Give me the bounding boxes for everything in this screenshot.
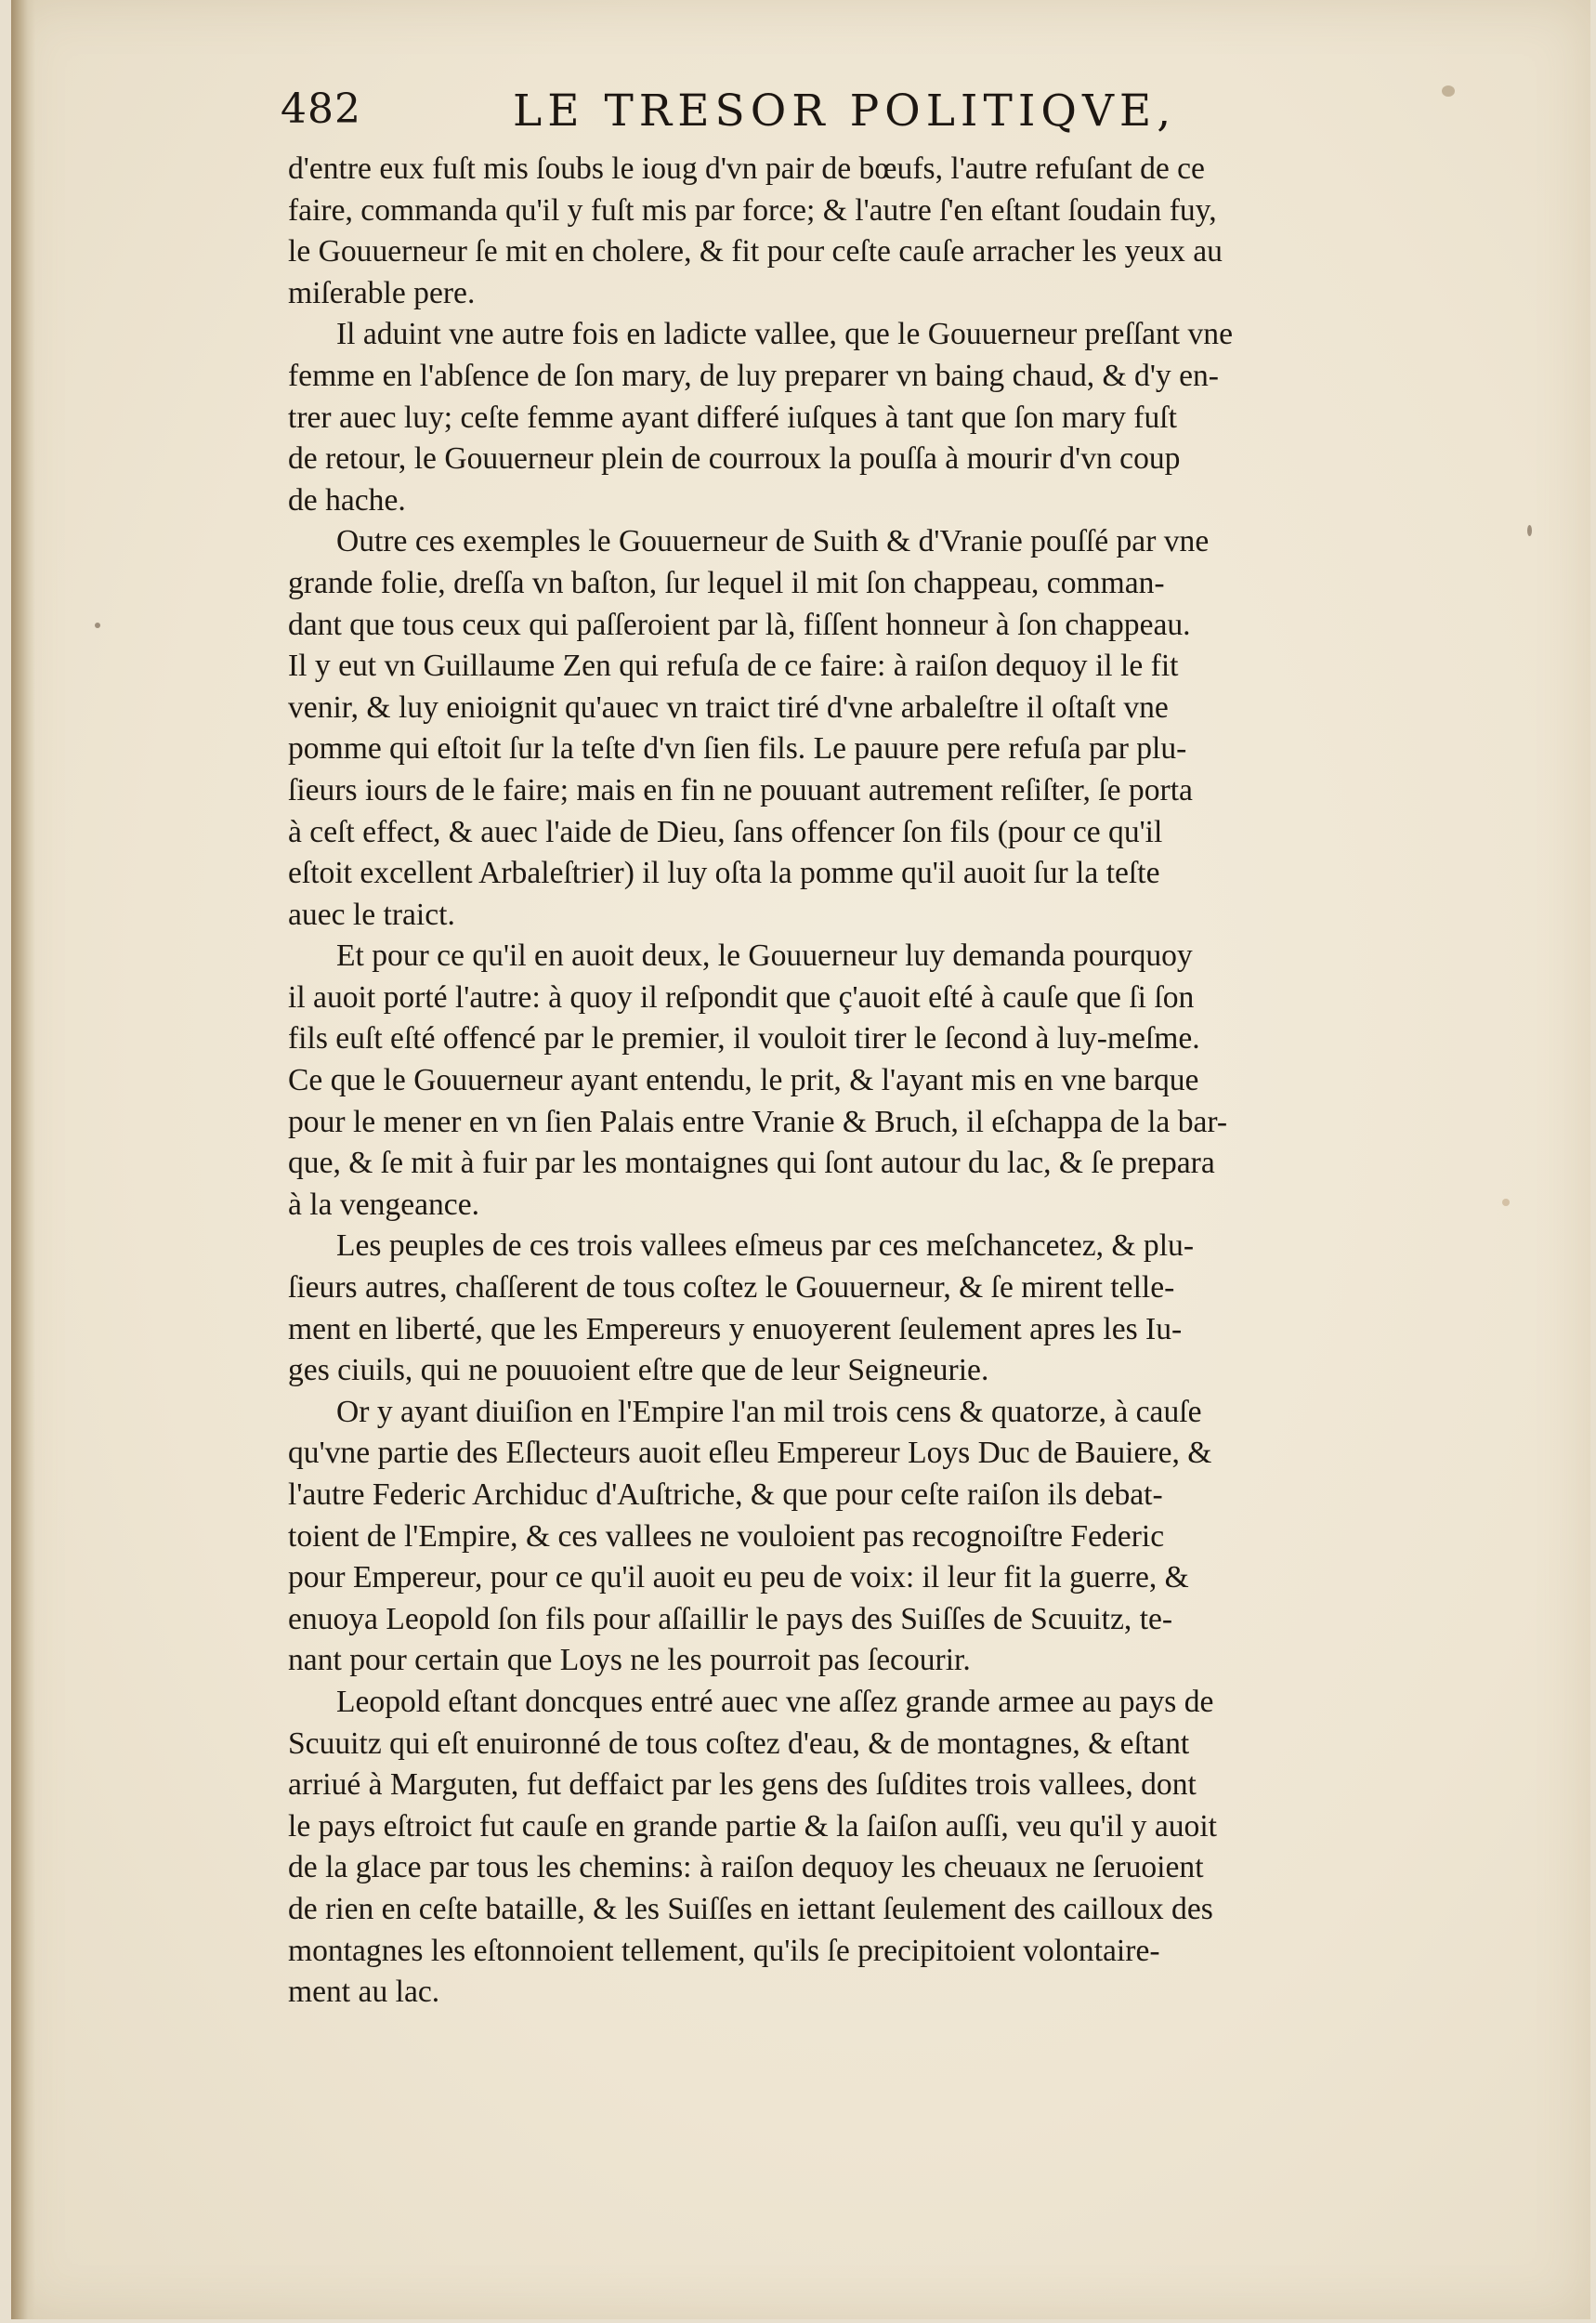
text-line: enuoya Leopold ſon fils pour aſſaillir le pays des Suiſſes de Scuuitz, te- bbox=[288, 1601, 1173, 1636]
page-gutter bbox=[11, 0, 35, 2319]
foxing-spot bbox=[1442, 85, 1455, 97]
text-line: que, & ſe mit à fuir par les montaignes qui ſont autour du lac, & ſe prepara bbox=[288, 1146, 1215, 1181]
text-line: l'autre Federic Archiduc d'Auſtriche, & que pour ceſte raiſon ils debat- bbox=[288, 1477, 1163, 1512]
text-line: Il y eut vn Guillaume Zen qui refuſa de ce faire: à raiſon dequoy il le fit bbox=[288, 649, 1179, 684]
text-line: pour Empereur, pour ce qu'il auoit eu peu de voix: il leur fit la guerre, & bbox=[288, 1560, 1189, 1595]
text-line: venir, & luy enioignit qu'auec vn traict tiré d'vne arbaleſtre il oſtaſt vne bbox=[288, 689, 1169, 725]
text-line: faire, commanda qu'il y fuſt mis par force; & l'autre ſ'en eſtant ſoudain fuy, bbox=[288, 192, 1217, 228]
text-line: trer auec luy; ceſte femme ayant differé iuſques à tant que ſon mary fuſt bbox=[288, 400, 1177, 435]
text-line: montagnes les eſtonnoient tellement, qu'ils ſe precipitoient volontaire- bbox=[288, 1933, 1160, 1968]
page-header bbox=[281, 85, 1423, 141]
text-line: miſerable pere. bbox=[288, 275, 476, 310]
paragraph-first-line: Les peuples de ces trois vallees eſmeus par ces meſchancetez, & plu- bbox=[336, 1228, 1195, 1264]
text-line: ment au lac. bbox=[288, 1975, 440, 2010]
foxing-spot bbox=[1502, 1199, 1510, 1206]
paragraph-first-line: Et pour ce qu'il en auoit deux, le Gouuerneur luy demanda pourquoy bbox=[336, 938, 1193, 974]
text-line: nant pour certain que Loys ne les pourroit pas ſecourir. bbox=[288, 1643, 971, 1678]
page-number: 482 bbox=[281, 85, 361, 133]
text-line: Scuuitz qui eſt enuironné de tous coſtez d'eau, & de montagnes, & eſtant bbox=[288, 1726, 1190, 1761]
paragraph-first-line: Outre ces exemples le Gouuerneur de Suith & d'Vranie pouſſé par vne bbox=[336, 524, 1210, 559]
text-line: pomme qui eſtoit ſur la teſte d'vn ſien fils. Le pauure pere refuſa par plu- bbox=[288, 731, 1187, 767]
text-line: de la glace par tous les chemins: à raiſon dequoy les cheuaux ne ſeruoient bbox=[288, 1850, 1204, 1885]
text-line: Ce que le Gouuerneur ayant entendu, le prit, & l'ayant mis en vne barque bbox=[288, 1063, 1199, 1098]
text-line: de retour, le Gouuerneur plein de courroux la pouſſa à mourir d'vn coup bbox=[288, 441, 1181, 477]
text-line: qu'vne partie des Eſlecteurs auoit eſleu Empereur Loys Duc de Bauiere, & bbox=[288, 1436, 1212, 1471]
text-line: ſieurs iours de le faire; mais en fin ne pouuant autrement reſiſter, ſe porta bbox=[288, 772, 1193, 807]
foxing-spot bbox=[1527, 525, 1532, 536]
text-line: ges ciuils, qui ne pouuoient eſtre que de leur Seigneurie. bbox=[288, 1353, 989, 1388]
text-line: arriué à Marguten, fut deffaict par les gens des ſuſdites trois vallees, dont bbox=[288, 1767, 1197, 1803]
text-line: fils euſt eſté offencé par le premier, il vouloit tirer le ſecond à luy-meſme. bbox=[288, 1021, 1200, 1057]
book-page bbox=[11, 0, 1590, 2319]
text-line: eſtoit excellent Arbaleſtrier) il luy oſta la pomme qu'il auoit ſur la teſte bbox=[288, 856, 1160, 891]
text-line: de rien en ceſte bataille, & les Suiſſes en iettant ſeulement des cailloux des bbox=[288, 1891, 1213, 1926]
text-line: ment en liberté, que les Empereurs y enuoyerent ſeulement apres les Iu- bbox=[288, 1311, 1183, 1346]
text-line: le pays eſtroict fut cauſe en grande partie & la ſaiſon auſſi, veu qu'il y auoit bbox=[288, 1808, 1217, 1844]
text-line: dant que tous ceux qui paſſeroient par là, fiſſent honneur à ſon chappeau. bbox=[288, 607, 1191, 642]
foxing-spot bbox=[95, 623, 100, 628]
paragraph-first-line: Il aduint vne autre fois en ladicte vallee, que le Gouuerneur preſſant vne bbox=[336, 317, 1233, 352]
body-text bbox=[288, 149, 1407, 2014]
text-line: grande folie, dreſſa vn baſton, ſur lequel il mit ſon chappeau, comman- bbox=[288, 565, 1165, 600]
text-line: il auoit porté l'autre: à quoy il reſpondit que ç'auoit eſté à cauſe que ſi ſon bbox=[288, 979, 1195, 1015]
running-title: LE TRESOR POLITIQVE, bbox=[513, 85, 1177, 137]
text-line: pour le mener en vn ſien Palais entre Vranie & Bruch, il eſchappa de la bar- bbox=[288, 1104, 1228, 1139]
text-line: à ceſt effect, & auec l'aide de Dieu, ſans offencer ſon fils (pour ce qu'il bbox=[288, 814, 1163, 849]
text-line: de hache. bbox=[288, 482, 406, 518]
text-line: auec le traict. bbox=[288, 897, 455, 932]
text-line: le Gouuerneur ſe mit en cholere, & fit pour ceſte cauſe arracher les yeux au bbox=[288, 234, 1223, 269]
text-line: ſieurs autres, chaſſerent de tous coſtez le Gouuerneur, & ſe mirent telle- bbox=[288, 1270, 1175, 1306]
text-line: d'entre eux fuſt mis ſoubs le ioug d'vn pair de bœufs, l'autre refuſant de ce bbox=[288, 151, 1205, 186]
text-line: toient de l'Empire, & ces vallees ne vouloient pas recognoiſtre Federic bbox=[288, 1518, 1165, 1554]
paragraph-first-line: Leopold eſtant doncques entré auec vne aſſez grande armee au pays de bbox=[336, 1684, 1214, 1719]
text-line: femme en l'abſence de ſon mary, de luy preparer vn baing chaud, & d'y en- bbox=[288, 358, 1219, 393]
text-line: à la vengeance. bbox=[288, 1187, 479, 1222]
paragraph-first-line: Or y ayant diuiſion en l'Empire l'an mil trois cens & quatorze, à cauſe bbox=[336, 1394, 1202, 1429]
